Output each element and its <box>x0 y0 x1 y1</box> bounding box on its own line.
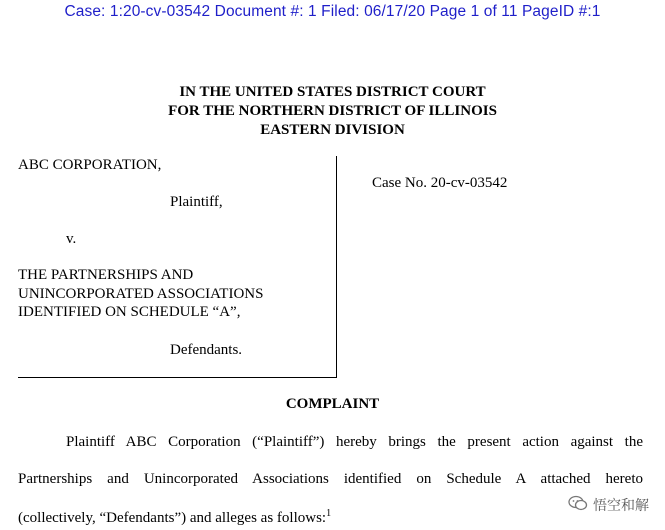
watermark <box>564 493 653 517</box>
footnote-ref[interactable]: 1 <box>326 508 332 519</box>
court-heading-line-3: EASTERN DIVISION <box>260 122 405 138</box>
body-line-1: Plaintiff ABC Corporation (“Plaintiff”) hereby brings the present action against the <box>66 434 643 450</box>
defendant-role: Defendants. <box>170 342 243 358</box>
body-line-3-text: (collectively, “Defendants”) and alleges as follows: <box>18 510 327 526</box>
body-line-2: Partnerships and Unincorporated Associations identified on Schedule A attached hereto <box>18 471 643 487</box>
plaintiff-name: ABC CORPORATION, <box>18 157 162 173</box>
defendant-name-line-2: UNINCORPORATED ASSOCIATIONS <box>18 286 264 302</box>
case-caption-box <box>18 156 337 378</box>
defendant-name-line-1: THE PARTNERSHIPS AND <box>18 267 194 283</box>
document-header-stamp: Case: 1:20-cv-03542 Document #: 1 Filed: 06/17/20 Page 1 of 11 PageID #:1 <box>64 3 601 20</box>
plaintiff-role: Plaintiff, <box>170 194 223 210</box>
wechat-icon <box>568 495 588 515</box>
defendant-name-line-3: IDENTIFIED ON SCHEDULE “A”, <box>18 304 241 320</box>
versus-label: v. <box>66 231 77 247</box>
document-title: COMPLAINT <box>285 396 380 412</box>
watermark-text: 悟空和解 <box>593 498 649 514</box>
court-heading-line-1: IN THE UNITED STATES DISTRICT COURT <box>179 84 486 100</box>
body-line-3 <box>18 508 643 527</box>
court-heading <box>0 83 665 140</box>
court-heading-line-2: FOR THE NORTHERN DISTRICT OF ILLINOIS <box>168 103 497 119</box>
case-number: Case No. 20-cv-03542 <box>372 175 508 191</box>
